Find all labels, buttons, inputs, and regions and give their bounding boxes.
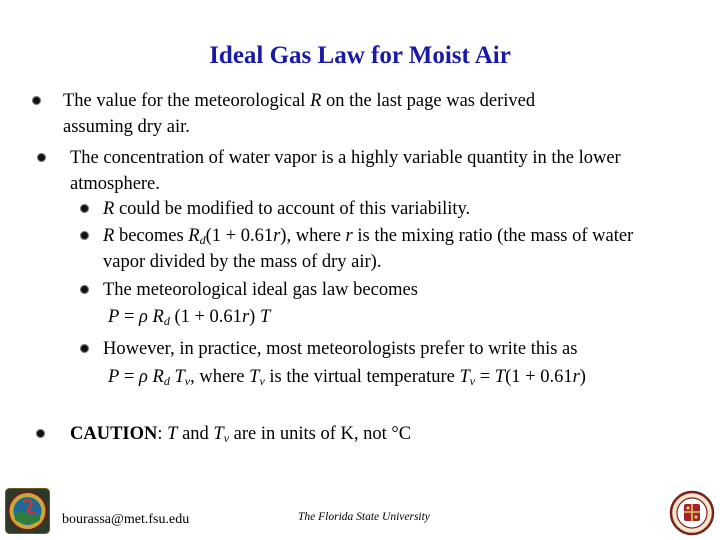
sub-bullet-dot [80,204,89,213]
sub-bullet-dot [80,344,89,353]
caution-bullet: CAUTION: T and $T_v$ are in units of K, not °C [70,424,412,445]
equation-2: P = ρ $R_d$ $T_v$, where $T_v$ is the virtual temperature $T_v = T(1 + 0.61r)$ [108,367,586,388]
sub-bullet-2: R becomes $R_d(1 + 0.61r)$, where r is the mixing ratio (the mass of water vapor divided by the mass of dry air). [103,226,634,272]
sub-bullet-3: The meteorological ideal gas law becomes [103,280,418,300]
sub-bullet-1: R could be modified to account of this variability. [103,199,471,219]
university-name: The Florida State University [298,511,430,523]
bullet-2: The concentration of water vapor is a highly variable quantity in the lower atmosphere. [70,148,621,194]
sub-bullet-dot [80,285,89,294]
equation-1: P = ρ $R_d$ (1 + 0.61r) T [108,307,271,328]
bullet-dot [37,153,46,162]
bullet-dot [32,96,41,105]
bullet-dot [36,429,45,438]
author-email[interactable]: bourassa@met.fsu.edu [62,512,190,527]
bullet-1: The value for the meteorological R on the last page was derived assuming dry air. [63,91,536,137]
sub-bullet-4: However, in practice, most meteorologists prefer to write this as [103,339,578,359]
sub-bullet-dot [80,231,89,240]
met-logo-icon [5,488,50,534]
university-seal-icon [668,490,716,536]
slide-title: Ideal Gas Law for Moist Air [209,42,511,69]
